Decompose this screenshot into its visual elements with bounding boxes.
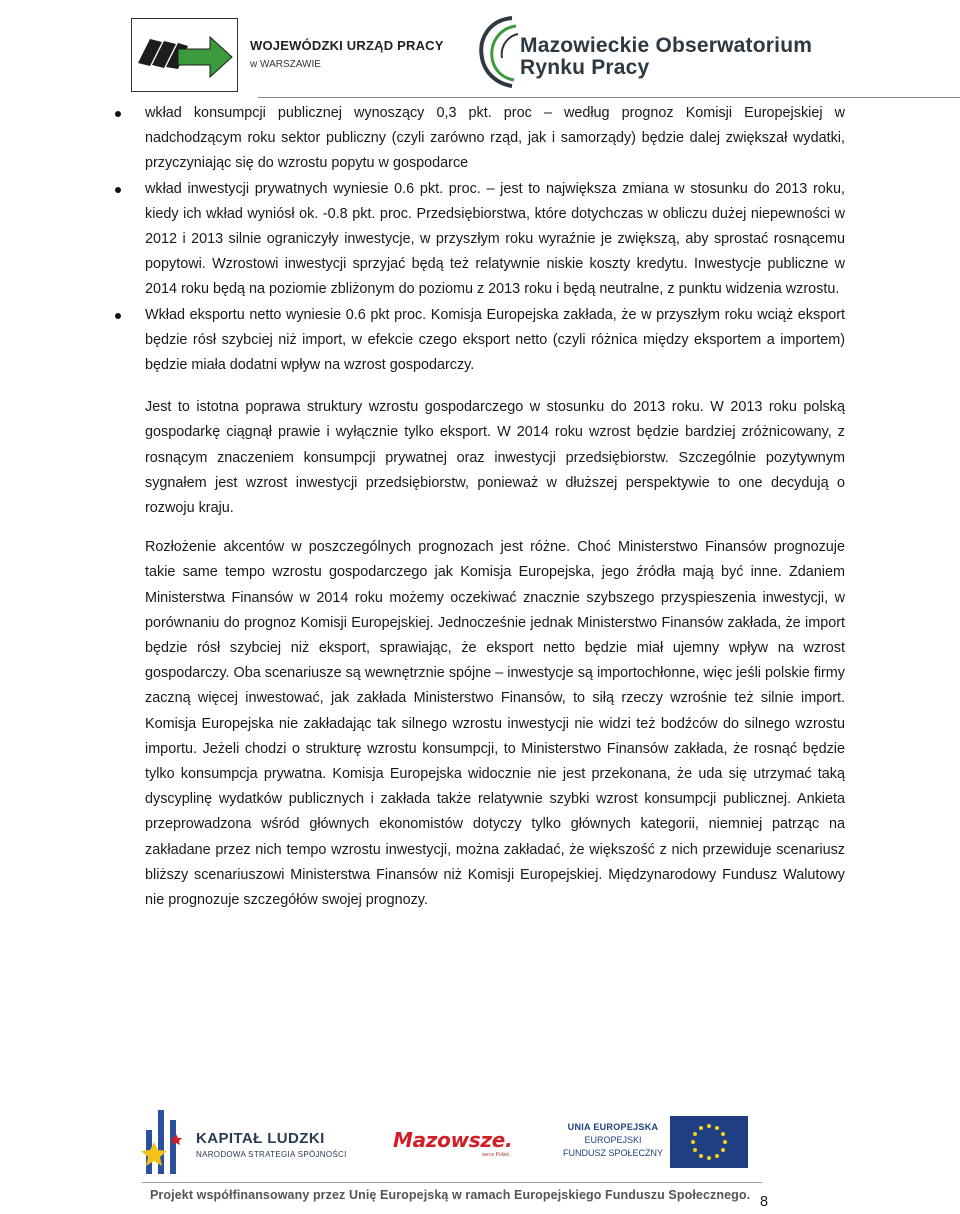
page-number: 8 — [760, 1194, 769, 1210]
paragraph: Rozłożenie akcentów w poszczególnych prognozach jest różne. Choć Ministerstwo Finansów prognozuje takie same tempo wzrostu gospodarczego jak Komisja Europejska, jego źródła mają być inne. Zdaniem Ministerstwa Finansów w 2014 roku możemy oczekiwać znacznie szybszego przyspieszenia inwestycji, w porównaniu do prognoz Komisji Europejskiej. Jednocześnie jednak Ministerstwo Finansów zakłada, że import będzie rósł szybciej niż eksport, sprawiając, że eksport netto będzie miał ujemny wpływ na wzrost gospodarczy. Oba scenariusze są wewnętrznie spójne – inwestycje są importochłonne, więc jeśli polskie firmy zaczną więcej inwestować, jak zakłada Ministerstwo Finansów, to siłą rzeczy wzrośnie też silnie import. Komisja Europejska nie zakładając tak silnego wzrostu inwestycji nie widzi też bodźców do silnego wzrostu importu. Jeżeli chodzi o strukturę wzrostu konsumpcji, to Ministerstwo Finansów zakłada, że rosnąć będzie tylko konsumpcja prywatna. Komisja Europejska widocznie nie jest przekonana, że uda się utrzymać taką dyscyplinę wydatków publicznych i zakłada także relatywnie szybki wzrost konsumpcji publicznej. Ankieta przeprowadzona wśród głównych ekonomistów dotyczy tylko głównych kategorii, niemniej patrząc na zakładane przez nich tempo wzrostu inwestycji, można zakładać, że większość z nich przewiduje scenariusz bliższy scenariuszowi Ministerstwa Finansów niż Komisji Europejskiej. Międzynarodowy Fundusz Walutowy nie prognozuje szczegółów swojej prognozy. — [145, 539, 845, 909]
document-body — [145, 101, 845, 913]
observatory-title-line1: Mazowieckie Obserwatorium — [520, 34, 813, 57]
kapital-ludzki-star-icon — [140, 1106, 186, 1178]
bullet-item — [145, 177, 845, 303]
org-subtitle: w WARSZAWIE — [250, 59, 321, 70]
page-header — [0, 0, 960, 100]
eu-title: UNIA EUROPEJSKA — [567, 1122, 659, 1132]
wup-arrow-icon — [132, 19, 237, 91]
bullet-icon — [115, 111, 121, 117]
bullet-text: wkład inwestycji prywatnych wyniesie 0.6 pkt. proc. – jest to największa zmiana w stosunku do 2013 roku, kiedy ich wkład wyniósł ok. -0.8 pkt. proc. — [145, 180, 845, 222]
bullet-list — [145, 101, 845, 378]
footer-divider — [142, 1182, 762, 1183]
observatory-title-line2: Rynku Pracy — [520, 56, 650, 79]
bullet-item — [145, 303, 845, 379]
page-footer — [0, 1100, 960, 1214]
kapital-ludzki-title: KAPITAŁ LUDZKI — [196, 1130, 325, 1147]
kapital-ludzki-subtitle: NARODOWA STRATEGIA SPÓJNOŚCI — [196, 1150, 347, 1159]
mazowsze-tagline: serce Polski — [482, 1152, 509, 1158]
header-divider — [258, 97, 960, 98]
mazowsze-logo: Mazowsze. — [393, 1128, 513, 1152]
eu-line3: FUNDUSZ SPOŁECZNY — [562, 1148, 663, 1158]
bullet-text: Wkład eksportu netto wyniesie 0.6 pkt proc. — [145, 306, 431, 323]
funding-note: Projekt współfinansowany przez Unię Europejską w ramach Europejskiego Funduszu Społecznego. — [150, 1188, 751, 1202]
eu-text-block — [559, 1122, 667, 1158]
bullet-icon — [115, 313, 121, 319]
wup-logo — [131, 18, 238, 92]
bullet-text: wkład konsumpcji publicznej wynoszący 0,3 pkt. proc – według prognoz Komisji Europejskiej w nadchodzącym roku sektor publiczny (czyli zarówno rząd, jak i samorządy) będzie dalej zwiększał wydatki, przyczyniając się do wzrostu popytu w gospodarce — [145, 105, 845, 172]
eu-flag-icon — [670, 1116, 748, 1168]
paragraph: Jest to istotna poprawa struktury wzrostu gospodarczego w stosunku do 2013 roku. W 2013 roku polską gospodarkę ciągnął prawie i wyłącznie tylko eksport. W 2014 roku wzrost będzie bardziej zróżnicowany, z rosnącym znaczeniem konsumpcji prywatnej oraz inwestycji przedsiębiorstw. Szczególnie pozytywnym sygnałem jest wzrost inwestycji przedsiębiorstw, ponieważ w dłuższej perspektywie to one decydują o rozwoju kraju. — [145, 399, 845, 517]
bullet-text: Komisja Europejska zakłada, że w przyszłym roku wciąż eksport będzie rósł szybciej niż import, w efekcie czego eksport netto (czyli różnica między eksportem a importem) będzie miała dodatni wpływ na wzrost gospodarczy. — [145, 306, 845, 374]
bullet-text: Przedsiębiorstwa, które dotychczas w obliczu dużej niepewności w 2012 i 2013 silnie ograniczyły inwestycje, w przyszłym roku wyraźnie je zwiększą, aby sprostać rosnącemu popytowi. Wzrostowi inwestycji sprzyjać będą też relatywnie niskie koszty kredytu. Inwestycje publiczne w 2014 roku będą na poziomie zbliżonym do poziomu z 2013 roku i będą neutralne, z punktu widzenia wzrostu. — [145, 205, 845, 298]
eu-line2: EUROPEJSKI — [584, 1135, 642, 1145]
org-title: WOJEWÓDZKI URZĄD PRACY — [250, 38, 444, 53]
bullet-item — [145, 101, 845, 177]
bullet-icon — [115, 187, 121, 193]
